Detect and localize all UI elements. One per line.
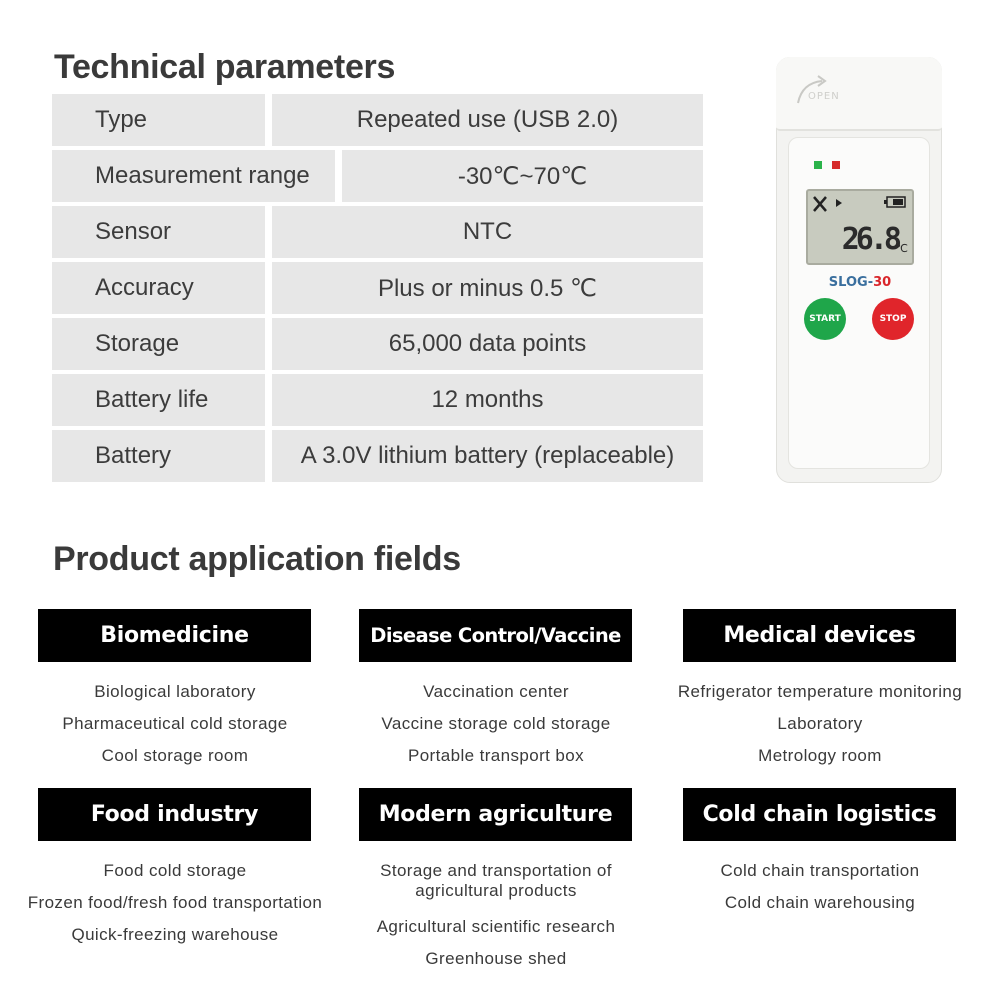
model-label (806, 275, 914, 290)
list-item: Refrigerator temperature monitoring (677, 682, 963, 701)
device-stop-button: STOP (872, 298, 914, 340)
field-items-food-industry (10, 861, 340, 957)
param-label: Accuracy (52, 262, 265, 314)
param-value: 65,000 data points (272, 318, 703, 370)
list-item: Portable transport box (407, 746, 585, 765)
list-item: Frozen food/fresh food transportation (27, 893, 323, 912)
param-row-battery-life (52, 374, 703, 426)
device-face (788, 137, 930, 469)
device-start-button: START (804, 298, 846, 340)
model-prefix: SLOG- (828, 275, 874, 290)
field-items-cold-chain-logistics (655, 861, 985, 925)
list-item: Agricultural scientific research (376, 917, 616, 936)
param-row-sensor (52, 206, 703, 258)
data-logger-device-image (776, 57, 942, 483)
application-fields-title: Product application fields (53, 540, 461, 578)
field-items-modern-agriculture (331, 861, 661, 981)
list-item: Food cold storage (103, 861, 247, 880)
battery-icon (884, 196, 906, 208)
list-item: Vaccination center (423, 682, 569, 701)
list-item: Laboratory (777, 714, 863, 733)
param-row-measurement-range (52, 150, 703, 202)
model-number: 30 (873, 275, 892, 290)
param-label: Measurement range (52, 150, 335, 202)
param-value: NTC (272, 206, 703, 258)
list-item: Vaccine storage cold storage (381, 714, 611, 733)
list-item: Pharmaceutical cold storage (62, 714, 288, 733)
param-row-storage (52, 318, 703, 370)
field-banner-disease-control: Disease Control/Vaccine (359, 609, 632, 662)
list-item: Biological laboratory (94, 682, 256, 701)
field-items-disease-control (331, 682, 661, 778)
param-value: -30℃~70℃ (342, 150, 703, 202)
param-label: Sensor (52, 206, 265, 258)
param-value: 12 months (272, 374, 703, 426)
technical-parameters-title: Technical parameters (54, 48, 396, 86)
lcd-temperature-reading: 26.8 (841, 222, 898, 257)
param-value: A 3.0V lithium battery (replaceable) (272, 430, 703, 482)
field-banner-cold-chain-logistics: Cold chain logistics (683, 788, 956, 841)
list-item: Cold chain warehousing (724, 893, 916, 912)
list-item: Greenhouse shed (425, 949, 567, 968)
green-led-icon (814, 161, 822, 169)
param-value: Repeated use (USB 2.0) (272, 94, 703, 146)
list-item: Storage and transportation of agricultural products (380, 861, 612, 900)
lcd-temperature-unit: ℃ (895, 242, 908, 255)
param-row-accuracy (52, 262, 703, 314)
lcd-display (806, 189, 914, 265)
open-label: OPEN (808, 91, 840, 102)
list-item: Cold chain transportation (720, 861, 920, 880)
list-item: Cool storage room (101, 746, 249, 765)
field-banner-modern-agriculture: Modern agriculture (359, 788, 632, 841)
field-banner-food-industry: Food industry (38, 788, 311, 841)
list-item: Metrology room (758, 746, 882, 765)
field-banner-medical-devices: Medical devices (683, 609, 956, 662)
field-items-biomedicine (10, 682, 340, 778)
param-label: Type (52, 94, 265, 146)
param-label: Battery (52, 430, 265, 482)
red-led-icon (832, 161, 840, 169)
cross-status-icon (812, 195, 846, 213)
param-value: Plus or minus 0.5 ℃ (272, 262, 703, 314)
field-items-medical-devices (655, 682, 985, 778)
param-row-type (52, 94, 703, 146)
param-label: Battery life (52, 374, 265, 426)
device-cap (776, 57, 942, 131)
param-row-battery (52, 430, 703, 482)
param-label: Storage (52, 318, 265, 370)
list-item: Quick-freezing warehouse (71, 925, 279, 944)
field-banner-biomedicine: Biomedicine (38, 609, 311, 662)
